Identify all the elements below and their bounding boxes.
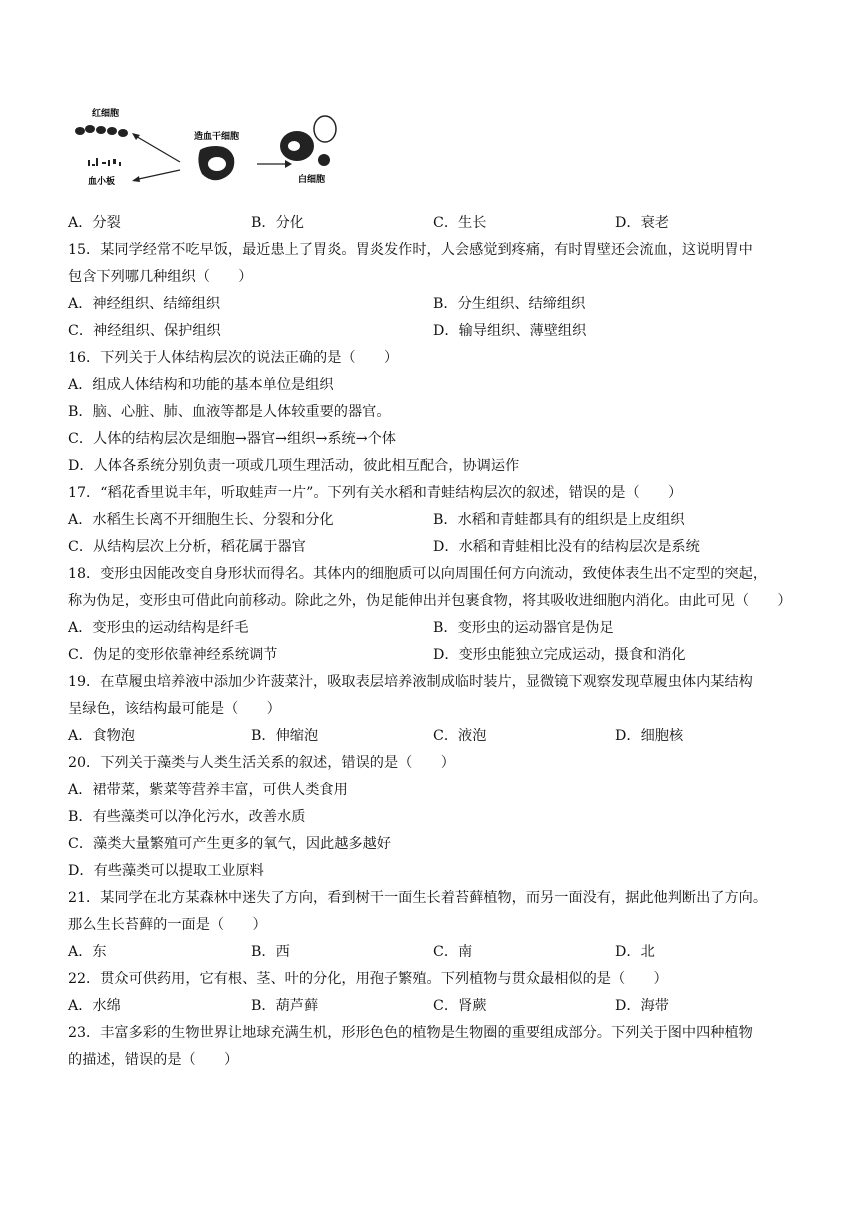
q14-option-b[interactable]: B．分化 — [251, 215, 304, 231]
arrow-to-red-cells — [134, 135, 180, 162]
q20-option-a[interactable]: A．裙带菜，紫菜等营养丰富，可供人类食用 — [68, 782, 348, 798]
q21-option-d[interactable]: D．北 — [615, 944, 655, 960]
q16-option-b[interactable]: B．脑、心脏、肺、血液等都是人体较重要的器官。 — [68, 404, 391, 420]
q21-option-c[interactable]: C．南 — [433, 944, 473, 960]
q22-option-d[interactable]: D．海带 — [615, 998, 669, 1014]
q15-stem-line-1: 15．某同学经常不吃早饭，最近患上了胃炎。胃炎发作时，人会感觉到疼痛，有时胃壁还会流血，这说明胃中 — [68, 242, 753, 258]
q21-stem-line-1: 21．某同学在北方某森林中迷失了方向，看到树干一面生长着苔藓植物，而另一面没有，据此他判断出了方向。 — [68, 890, 768, 906]
q19-stem-line-2: 呈绿色，该结构最可能是（ ） — [68, 701, 281, 717]
q18-stem-line-2: 称为伪足，变形虫可借此向前移动。除此之外，伪足能伸出并包裹食物，将其吸收进细胞内消化。由此可见（ ） — [68, 593, 792, 609]
q20-stem: 20．下列关于藻类与人类生活关系的叙述，错误的是（ ） — [68, 755, 455, 771]
platelets — [88, 158, 121, 166]
q17-option-d[interactable]: D．水稻和青蛙相比没有的结构层次是系统 — [433, 539, 700, 555]
q23-stem-line-1: 23．丰富多彩的生物世界让地球充满生机，形形色色的植物是生物圈的重要组成部分。下列关于图中四种植物 — [68, 1025, 753, 1041]
red-blood-cells — [75, 125, 128, 137]
q18-option-c[interactable]: C．伪足的变形依靠神经系统调节 — [68, 647, 278, 663]
q14-option-c[interactable]: C．生长 — [433, 215, 487, 231]
white-blood-cell-small — [318, 154, 330, 166]
q20-option-d[interactable]: D．有些藻类可以提取工业原料 — [68, 863, 264, 879]
q15-option-a[interactable]: A．神经组织、结缔组织 — [68, 296, 221, 312]
q21-option-b[interactable]: B．西 — [251, 944, 290, 960]
figure-label-stem-cell: 造血干细胞 — [194, 132, 240, 142]
white-blood-cell-outline — [314, 116, 336, 142]
q20-option-b[interactable]: B．有些藻类可以净化污水，改善水质 — [68, 809, 306, 825]
q23-stem-line-2: 的描述，错误的是（ ） — [68, 1052, 239, 1068]
figure-label-red-blood-cell: 红细胞 — [92, 109, 120, 119]
figure-label-white-blood-cell: 白细胞 — [298, 175, 326, 185]
q18-option-a[interactable]: A．变形虫的运动结构是纤毛 — [68, 620, 249, 636]
q15-option-b[interactable]: B．分生组织、结缔组织 — [433, 296, 586, 312]
q19-option-a[interactable]: A．食物泡 — [68, 728, 135, 744]
q20-option-c[interactable]: C．藻类大量繁殖可产生更多的氧气，因此越多越好 — [68, 836, 391, 852]
arrow-head-icon — [132, 133, 140, 140]
figure-label-platelet: 血小板 — [88, 177, 116, 187]
q15-option-d[interactable]: D．输导组织、薄壁组织 — [433, 323, 587, 339]
q22-option-a[interactable]: A．水绵 — [68, 998, 121, 1014]
q17-stem: 17．“稻花香里说丰年，听取蛙声一片”。下列有关水稻和青蛙结构层次的叙述，错误的是（ ） — [68, 485, 683, 501]
q15-stem-line-2: 包含下列哪几种组织（ ） — [68, 269, 253, 285]
q19-option-d[interactable]: D．细胞核 — [615, 728, 684, 744]
q15-option-c[interactable]: C．神经组织、保护组织 — [68, 323, 221, 339]
q19-stem-line-1: 19．在草履虫培养液中添加少许菠菜汁，吸取表层培养液制成临时装片，显微镜下观察发现草履虫体内某结构 — [68, 674, 753, 690]
q16-option-c[interactable]: C．人体的结构层次是细胞→器官→组织→系统→个体 — [68, 431, 396, 447]
stem-cell-nucleus — [208, 157, 226, 171]
arrow-to-platelets — [134, 170, 180, 180]
q17-option-b[interactable]: B．水稻和青蛙都具有的组织是上皮组织 — [433, 512, 685, 528]
q17-option-a[interactable]: A．水稻生长离不开细胞生长、分裂和分化 — [68, 512, 334, 528]
q16-stem: 16．下列关于人体结构层次的说法正确的是（ ） — [68, 350, 399, 366]
q16-option-d[interactable]: D．人体各系统分别负责一项或几项生理活动，彼此相互配合，协调运作 — [68, 458, 520, 474]
white-cell-nucleus — [288, 141, 300, 151]
q18-option-b[interactable]: B．变形虫的运动器官是伪足 — [433, 620, 614, 636]
q14-option-a[interactable]: A．分裂 — [68, 215, 121, 231]
blood-cell-differentiation-figure — [72, 102, 362, 192]
q19-option-c[interactable]: C．液泡 — [433, 728, 487, 744]
q19-option-b[interactable]: B．伸缩泡 — [251, 728, 319, 744]
q22-option-c[interactable]: C．肾蕨 — [433, 998, 487, 1014]
q14-option-d[interactable]: D．衰老 — [615, 215, 669, 231]
arrow-head-icon — [285, 160, 292, 168]
q22-stem: 22．贯众可供药用，它有根、茎、叶的分化，用孢子繁殖。下列植物与贯众最相似的是（ ） — [68, 971, 668, 987]
q17-option-c[interactable]: C．从结构层次上分析，稻花属于器官 — [68, 539, 306, 555]
q18-option-d[interactable]: D．变形虫能独立完成运动，摄食和消化 — [433, 647, 686, 663]
q16-option-a[interactable]: A．组成人体结构和功能的基本单位是组织 — [68, 377, 334, 393]
q22-option-b[interactable]: B．葫芦藓 — [251, 998, 319, 1014]
arrow-head-icon — [132, 176, 140, 182]
q21-option-a[interactable]: A．东 — [68, 944, 107, 960]
q18-stem-line-1: 18．变形虫因能改变自身形状而得名。其体内的细胞质可以向周围任何方向流动，致使体表生出不定型的突起， — [68, 566, 768, 582]
q21-stem-line-2: 那么生长苔藓的一面是（ ） — [68, 917, 267, 933]
